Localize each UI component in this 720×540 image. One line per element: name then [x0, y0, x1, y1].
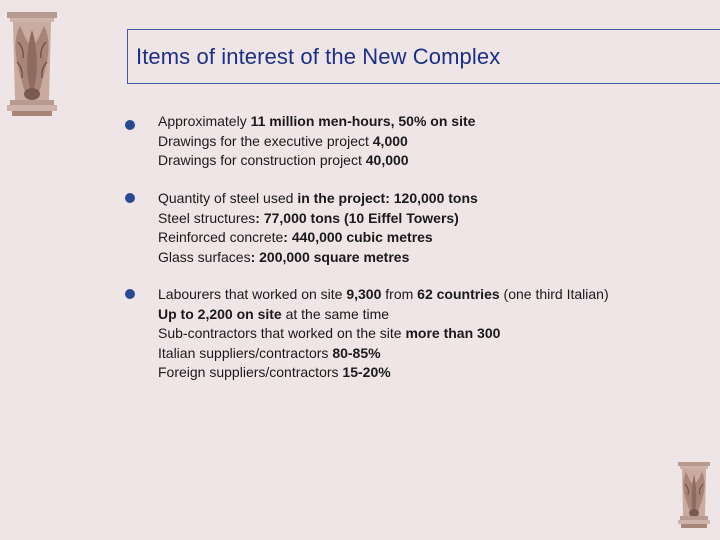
emphasis-text: 80-85%: [332, 344, 381, 361]
emphasis-text: 62 countries: [417, 286, 500, 302]
emphasis-text: more than 300: [405, 325, 501, 341]
body-text: Drawings for construction project: [158, 152, 366, 168]
bullet-line: [158, 248, 478, 268]
bullet-line: [158, 363, 609, 383]
body-text: Approximately: [158, 113, 251, 129]
emphasis-text: : 77,000 tons (10 Eiffel Towers): [255, 209, 459, 226]
bullet-line: [158, 228, 478, 248]
bullet-line: [158, 285, 609, 305]
body-text: (one third Italian): [499, 286, 609, 302]
round-bullet-icon: [125, 193, 135, 203]
round-bullet-icon: [125, 120, 135, 130]
body-text: from: [381, 286, 418, 302]
body-text: at the same time: [281, 305, 390, 322]
emphasis-text: 11 million men-hours, 50% on site: [250, 113, 476, 129]
body-text: Drawings for the executive project: [158, 132, 373, 149]
emphasis-text: 4,000: [372, 132, 408, 149]
body-text: Glass surfaces: [158, 248, 251, 265]
emphasis-text: 15-20%: [342, 364, 391, 380]
emphasis-text: : 440,000 cubic metres: [283, 229, 433, 245]
bullet-line: [158, 112, 475, 132]
bullet-line: [158, 132, 475, 152]
emphasis-text: in the project: 120,000 tons: [297, 190, 478, 206]
bullet-lines: [158, 189, 478, 267]
emphasis-text: 40,000: [365, 152, 409, 168]
acanthus-corbel-icon: [4, 12, 60, 118]
bullet-line: [158, 151, 475, 171]
body-text: Steel structures: [158, 209, 256, 226]
bullet-line: [158, 305, 609, 325]
body-text: Labourers that worked on site: [158, 286, 347, 302]
body-text: Italian suppliers/contractors: [158, 344, 333, 361]
emphasis-text: : 200,000 square metres: [250, 248, 410, 265]
bullet-lines: [158, 285, 609, 383]
bullet-line: [158, 209, 478, 229]
round-bullet-icon: [125, 289, 135, 299]
page-title: Items of interest of the New Complex: [136, 44, 501, 69]
bullet-line: [158, 324, 609, 344]
body-text: Foreign suppliers/contractors: [158, 364, 343, 380]
bullet-line: [158, 189, 478, 209]
bullet-lines: [158, 112, 475, 171]
acanthus-corbel-icon: [676, 462, 712, 528]
emphasis-text: 9,300: [346, 286, 382, 302]
bullet-line: [158, 344, 609, 364]
body-text: Quantity of steel used: [158, 190, 298, 206]
emphasis-text: Up to 2,200 on site: [158, 305, 282, 322]
body-text: Sub-contractors that worked on the site: [158, 325, 406, 341]
body-text: Reinforced concrete: [158, 229, 284, 245]
